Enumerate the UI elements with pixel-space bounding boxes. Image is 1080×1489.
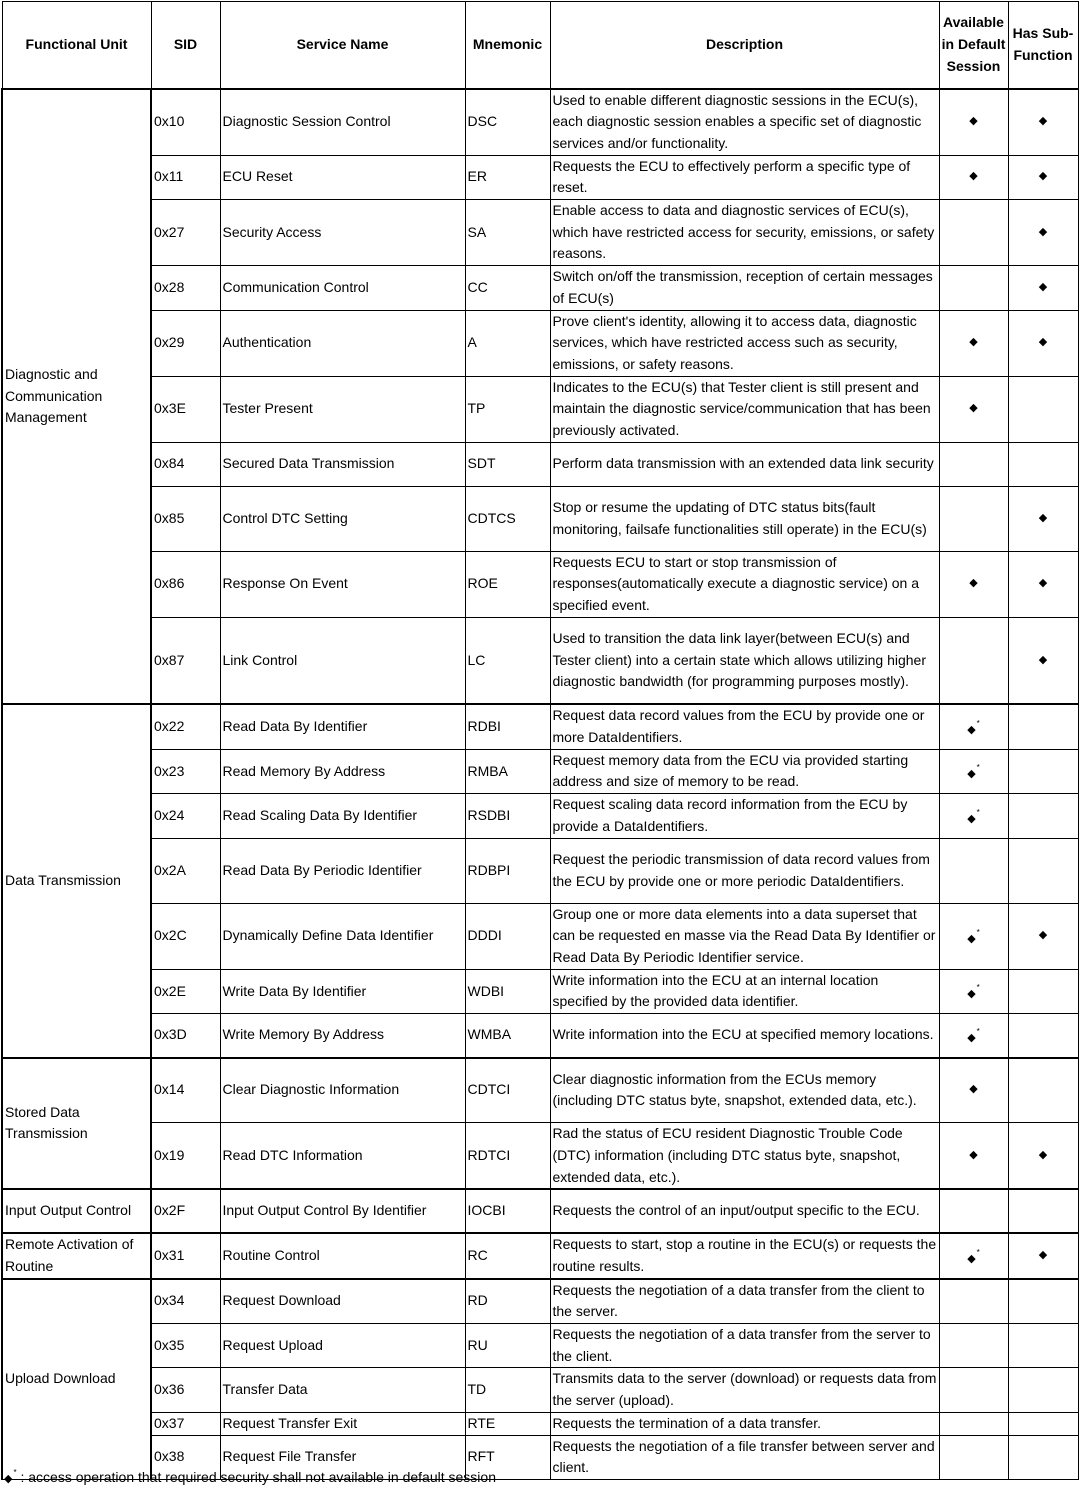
subfunction-mark — [1008, 1435, 1078, 1479]
table-row — [2, 838, 1078, 903]
subfunction-mark: ◆ — [1008, 155, 1078, 199]
header-row — [2, 2, 1078, 89]
diamond-icon: ◆ — [967, 768, 976, 781]
diamond-icon: ◆ — [967, 1031, 976, 1044]
table-row — [2, 442, 1078, 486]
description-cell: Requests the termination of a data transfer. — [550, 1412, 939, 1435]
functional-unit-cell: Upload Download — [2, 1279, 151, 1480]
footnote-text: : access operation that required security shall not available in default session — [20, 1469, 496, 1485]
table-row — [2, 749, 1078, 793]
diamond-icon: ◆ — [967, 723, 976, 736]
table-row — [2, 1233, 1078, 1278]
security-note-star: * — [976, 1247, 980, 1257]
table-row — [2, 310, 1078, 376]
security-note-star: * — [976, 718, 980, 728]
available-mark: ◆ — [939, 310, 1008, 376]
service-name-cell: Read Scaling Data By Identifier — [220, 794, 465, 838]
service-name-cell: Secured Data Transmission — [220, 442, 465, 486]
mnemonic-cell: DSC — [465, 89, 550, 156]
subfunction-mark — [1008, 1058, 1078, 1123]
sid-cell: 0x3E — [151, 376, 220, 442]
description-cell: Perform data transmission with an extended data link security — [550, 442, 939, 486]
subfunction-mark — [1008, 1412, 1078, 1435]
functional-unit-cell: Diagnostic and Communication Management — [2, 89, 151, 705]
subfunction-mark: ◆ — [1008, 1233, 1078, 1278]
table-row — [2, 551, 1078, 617]
security-note-star: * — [976, 807, 980, 817]
subfunction-mark — [1008, 1279, 1078, 1324]
description-cell: Clear diagnostic information from the ECUs memory (including DTC status byte, snapshot, extended data, etc.). — [550, 1058, 939, 1123]
service-name-cell: Read Memory By Address — [220, 749, 465, 793]
table-row — [2, 1189, 1078, 1233]
description-cell: Request scaling data record information from the ECU by provide a DataIdentifiers. — [550, 794, 939, 838]
subfunction-mark — [1008, 969, 1078, 1013]
uds-services-table — [1, 1, 1079, 1480]
service-name-cell: Response On Event — [220, 551, 465, 617]
available-mark: ◆ — [939, 376, 1008, 442]
service-name-cell: Read DTC Information — [220, 1123, 465, 1190]
description-cell: Requests ECU to start or stop transmission of responses(automatically execute a diagnostic service) on a specified event. — [550, 551, 939, 617]
service-name-cell: Request File Transfer — [220, 1435, 465, 1479]
table-row — [2, 155, 1078, 199]
available-mark: ◆ — [939, 1058, 1008, 1123]
mnemonic-cell: RD — [465, 1279, 550, 1324]
service-name-cell: Authentication — [220, 310, 465, 376]
available-mark: ◆ — [939, 1123, 1008, 1190]
subfunction-mark — [1008, 749, 1078, 793]
sid-cell: 0x31 — [151, 1233, 220, 1278]
description-cell: Requests the negotiation of a file transfer between server and client. — [550, 1435, 939, 1479]
mnemonic-cell: TD — [465, 1368, 550, 1412]
mnemonic-cell: SDT — [465, 442, 550, 486]
mnemonic-cell: WMBA — [465, 1014, 550, 1058]
sid-cell: 0x14 — [151, 1058, 220, 1123]
functional-unit-cell: Input Output Control — [2, 1189, 151, 1233]
sid-cell: 0x28 — [151, 266, 220, 310]
available-mark — [939, 794, 1008, 838]
mnemonic-cell: LC — [465, 617, 550, 704]
description-cell: Requests the ECU to effectively perform a specific type of reset. — [550, 155, 939, 199]
mnemonic-cell: RU — [465, 1324, 550, 1368]
footnote-star: * — [13, 1468, 17, 1477]
sid-cell: 0x2C — [151, 903, 220, 969]
description-cell: Stop or resume the updating of DTC status bits(fault monitoring, failsafe functionalities still operate) in the ECU(s) — [550, 486, 939, 551]
service-name-cell: Write Data By Identifier — [220, 969, 465, 1013]
table-row — [2, 1123, 1078, 1190]
subfunction-mark — [1008, 376, 1078, 442]
sid-cell: 0x2E — [151, 969, 220, 1013]
available-mark — [939, 266, 1008, 310]
mnemonic-cell: DDDI — [465, 903, 550, 969]
sid-cell: 0x10 — [151, 89, 220, 156]
sid-cell: 0x35 — [151, 1324, 220, 1368]
header-functional-unit: Functional Unit — [2, 2, 151, 89]
sid-cell: 0x87 — [151, 617, 220, 704]
mnemonic-cell: TP — [465, 376, 550, 442]
header-has-sub-function: Has Sub-Function — [1008, 2, 1078, 89]
mnemonic-cell: CC — [465, 266, 550, 310]
header-available-default-session: Available in Default Session — [939, 2, 1008, 89]
mnemonic-cell: RSDBI — [465, 794, 550, 838]
subfunction-mark — [1008, 794, 1078, 838]
mnemonic-cell: ROE — [465, 551, 550, 617]
sid-cell: 0x23 — [151, 749, 220, 793]
service-name-cell: Link Control — [220, 617, 465, 704]
security-note-star: * — [976, 763, 980, 773]
sid-cell: 0x84 — [151, 442, 220, 486]
sid-cell: 0x34 — [151, 1279, 220, 1324]
functional-unit-cell: Stored Data Transmission — [2, 1058, 151, 1190]
description-cell: Request memory data from the ECU via provided starting address and size of memory to be read. — [550, 749, 939, 793]
security-note-star: * — [976, 927, 980, 937]
mnemonic-cell: RDBPI — [465, 838, 550, 903]
service-name-cell: Request Upload — [220, 1324, 465, 1368]
sid-cell: 0x24 — [151, 794, 220, 838]
table-row — [2, 903, 1078, 969]
sid-cell: 0x2A — [151, 838, 220, 903]
available-mark: ◆ — [939, 155, 1008, 199]
functional-unit-cell: Remote Activation of Routine — [2, 1233, 151, 1278]
sid-cell: 0x2F — [151, 1189, 220, 1233]
subfunction-mark — [1008, 442, 1078, 486]
sid-cell: 0x37 — [151, 1412, 220, 1435]
description-cell: Requests the negotiation of a data transfer from the client to the server. — [550, 1279, 939, 1324]
description-cell: Used to enable different diagnostic sessions in the ECU(s), each diagnostic session enables a specific set of diagnostic services and/or functionality. — [550, 89, 939, 156]
description-cell: Write information into the ECU at specified memory locations. — [550, 1014, 939, 1058]
service-name-cell: Dynamically Define Data Identifier — [220, 903, 465, 969]
subfunction-mark: ◆ — [1008, 310, 1078, 376]
table-row — [2, 486, 1078, 551]
description-cell: Indicates to the ECU(s) that Tester client is still present and maintain the diagnostic service/communication that has been previously activated. — [550, 376, 939, 442]
table-row — [2, 617, 1078, 704]
subfunction-mark: ◆ — [1008, 903, 1078, 969]
table-row — [2, 89, 1078, 156]
sid-cell: 0x29 — [151, 310, 220, 376]
table-row — [2, 1279, 1078, 1324]
diamond-icon: ◆ — [967, 1252, 976, 1265]
service-name-cell: Tester Present — [220, 376, 465, 442]
subfunction-mark — [1008, 1014, 1078, 1058]
description-cell: Switch on/off the transmission, reception of certain messages of ECU(s) — [550, 266, 939, 310]
service-name-cell: Input Output Control By Identifier — [220, 1189, 465, 1233]
available-mark — [939, 1233, 1008, 1278]
subfunction-mark — [1008, 704, 1078, 749]
table-row — [2, 1324, 1078, 1368]
available-mark: ◆ — [939, 89, 1008, 156]
available-mark — [939, 1014, 1008, 1058]
sid-cell: 0x85 — [151, 486, 220, 551]
service-name-cell: Read Data By Identifier — [220, 704, 465, 749]
subfunction-mark — [1008, 1368, 1078, 1412]
available-mark — [939, 200, 1008, 266]
table-row — [2, 704, 1078, 749]
diamond-icon: ◆ — [967, 932, 976, 945]
sid-cell: 0x38 — [151, 1435, 220, 1479]
table-row — [2, 969, 1078, 1013]
subfunction-mark: ◆ — [1008, 551, 1078, 617]
sid-cell: 0x22 — [151, 704, 220, 749]
description-cell: Enable access to data and diagnostic services of ECU(s), which have restricted access for security, emissions, or safety reasons. — [550, 200, 939, 266]
subfunction-mark: ◆ — [1008, 266, 1078, 310]
service-name-cell: Transfer Data — [220, 1368, 465, 1412]
available-mark — [939, 1435, 1008, 1479]
mnemonic-cell: RTE — [465, 1412, 550, 1435]
subfunction-mark — [1008, 1189, 1078, 1233]
security-note-star: * — [976, 1026, 980, 1036]
table-row — [2, 1014, 1078, 1058]
service-name-cell: Read Data By Periodic Identifier — [220, 838, 465, 903]
available-mark — [939, 749, 1008, 793]
table-row — [2, 1412, 1078, 1435]
available-mark — [939, 969, 1008, 1013]
mnemonic-cell: IOCBI — [465, 1189, 550, 1233]
functional-unit-cell: Data Transmission — [2, 704, 151, 1057]
sid-cell: 0x3D — [151, 1014, 220, 1058]
available-mark — [939, 704, 1008, 749]
service-name-cell: ECU Reset — [220, 155, 465, 199]
subfunction-mark — [1008, 1324, 1078, 1368]
available-mark: ◆ — [939, 551, 1008, 617]
subfunction-mark: ◆ — [1008, 1123, 1078, 1190]
available-mark — [939, 838, 1008, 903]
table-row — [2, 376, 1078, 442]
security-note-star: * — [976, 983, 980, 993]
description-cell: Group one or more data elements into a data superset that can be requested en masse via the Read Data By Identifier or Read Data By Periodic Identifier service. — [550, 903, 939, 969]
sid-cell: 0x86 — [151, 551, 220, 617]
subfunction-mark: ◆ — [1008, 89, 1078, 156]
description-cell: Rad the status of ECU resident Diagnostic Trouble Code (DTC) information (including DTC status byte, snapshot, extended data, etc.). — [550, 1123, 939, 1190]
mnemonic-cell: SA — [465, 200, 550, 266]
available-mark — [939, 1412, 1008, 1435]
mnemonic-cell: RC — [465, 1233, 550, 1278]
sid-cell: 0x11 — [151, 155, 220, 199]
description-cell: Write information into the ECU at an internal location specified by the provided data identifier. — [550, 969, 939, 1013]
description-cell: Used to transition the data link layer(between ECU(s) and Tester client) into a certain state which allows utilizing higher diagnostic bandwidth (for programming purposes mostly). — [550, 617, 939, 704]
service-name-cell: Write Memory By Address — [220, 1014, 465, 1058]
mnemonic-cell: CDTCS — [465, 486, 550, 551]
description-cell: Requests the negotiation of a data transfer from the server to the client. — [550, 1324, 939, 1368]
mnemonic-cell: RMBA — [465, 749, 550, 793]
header-description: Description — [550, 2, 939, 89]
sid-cell: 0x36 — [151, 1368, 220, 1412]
description-cell: Requests to start, stop a routine in the ECU(s) or requests the routine results. — [550, 1233, 939, 1278]
service-name-cell: Request Transfer Exit — [220, 1412, 465, 1435]
mnemonic-cell: RDTCI — [465, 1123, 550, 1190]
description-cell: Prove client's identity, allowing it to access data, diagnostic services, which have restricted access such as security, emissions, or safety reasons. — [550, 310, 939, 376]
service-name-cell: Request Download — [220, 1279, 465, 1324]
sid-cell: 0x27 — [151, 200, 220, 266]
table-row — [2, 1368, 1078, 1412]
service-name-cell: Security Access — [220, 200, 465, 266]
description-cell: Requests the control of an input/output specific to the ECU. — [550, 1189, 939, 1233]
description-cell: Request data record values from the ECU by provide one or more DataIdentifiers. — [550, 704, 939, 749]
mnemonic-cell: ER — [465, 155, 550, 199]
service-name-cell: Diagnostic Session Control — [220, 89, 465, 156]
description-cell: Transmits data to the server (download) or requests data from the server (upload). — [550, 1368, 939, 1412]
available-mark — [939, 1279, 1008, 1324]
available-mark — [939, 617, 1008, 704]
header-sid: SID — [151, 2, 220, 89]
mnemonic-cell: RDBI — [465, 704, 550, 749]
service-name-cell: Communication Control — [220, 266, 465, 310]
available-mark — [939, 1189, 1008, 1233]
subfunction-mark — [1008, 838, 1078, 903]
available-mark — [939, 1368, 1008, 1412]
available-mark — [939, 903, 1008, 969]
header-service-name: Service Name — [220, 2, 465, 89]
mnemonic-cell: A — [465, 310, 550, 376]
mnemonic-cell: CDTCI — [465, 1058, 550, 1123]
diamond-icon: ◆ — [4, 1473, 13, 1485]
service-name-cell: Clear Diagnostic Information — [220, 1058, 465, 1123]
mnemonic-cell: RFT — [465, 1435, 550, 1479]
subfunction-mark: ◆ — [1008, 617, 1078, 704]
footnote — [4, 1463, 496, 1489]
description-cell: Request the periodic transmission of data record values from the ECU by provide one or more periodic DataIdentifiers. — [550, 838, 939, 903]
header-mnemonic: Mnemonic — [465, 2, 550, 89]
table-row — [2, 266, 1078, 310]
sid-cell: 0x19 — [151, 1123, 220, 1190]
available-mark — [939, 1324, 1008, 1368]
table-row — [2, 794, 1078, 838]
subfunction-mark: ◆ — [1008, 486, 1078, 551]
diamond-icon: ◆ — [967, 812, 976, 825]
available-mark — [939, 442, 1008, 486]
diamond-icon: ◆ — [967, 988, 976, 1001]
service-name-cell: Routine Control — [220, 1233, 465, 1278]
service-name-cell: Control DTC Setting — [220, 486, 465, 551]
mnemonic-cell: WDBI — [465, 969, 550, 1013]
table-row — [2, 1058, 1078, 1123]
available-mark — [939, 486, 1008, 551]
table-row — [2, 200, 1078, 266]
subfunction-mark: ◆ — [1008, 200, 1078, 266]
